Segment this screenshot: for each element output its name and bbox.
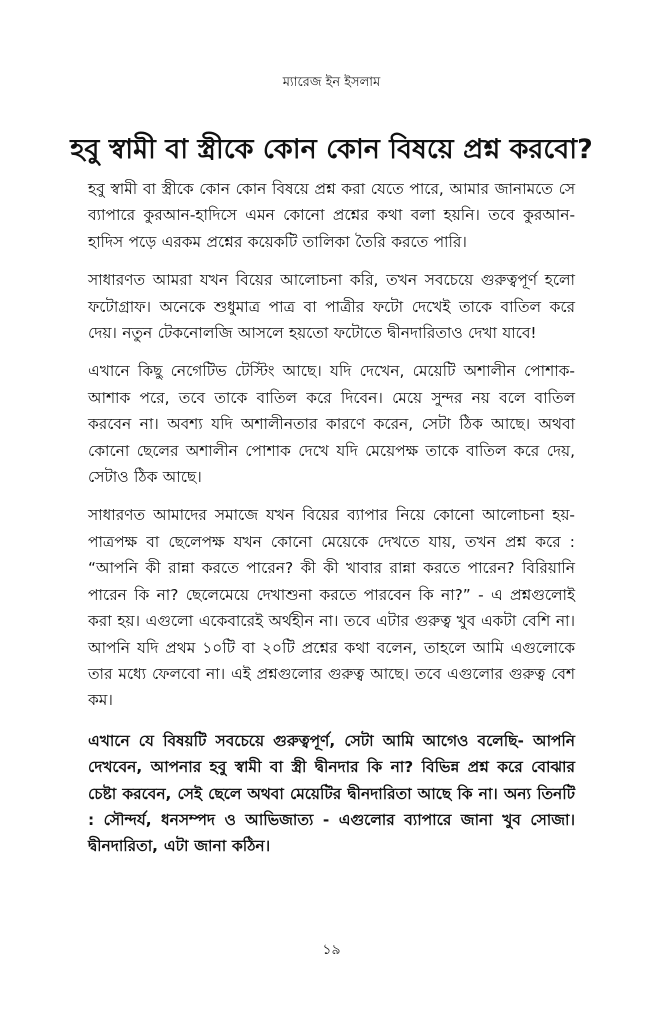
paragraph-3: এখানে কিছু নেগেটিভ টেস্টিং আছে। যদি দেখেন, মেয়েটি অশালীন পোশাক-আশাক পরে, তবে তাকে বাতিল করে দিবেন। মেয়ে সুন্দর নয় বলে বাতিল করবেন না। অবশ্য যদি অশালীনতার কারণে করেন, সেটা ঠিক আছে। অথবা কোনো ছেলের অশালীন পোশাক দেখে যদি মেয়েপক্ষ তাকে বাতিল করে দেয়, সেটাও ঠিক আছে। xyxy=(88,362,575,487)
running-header: ম্যারেজ ইন ইসলাম xyxy=(282,75,381,90)
paragraph-4: সাধারণত আমাদের সমাজে যখন বিয়ের ব্যাপার নিয়ে কোনো আলোচনা হয়- পাত্রপক্ষ বা ছেলেপক্ষ যখন কোনো মেয়েকে দেখতে যায়, তখন প্রশ্ন করে : “আপনি কী রান্না করতে পারেন? কী কী খাবার রান্না করতে পারেন? বিরিয়ানি পারেন কি না? ছেলেমেয়ে দেখাশুনা করতে পারবেন কি না?” - এ প্রশ্নগুলোই করা হয়। এগুলো একেবারেই অর্থহীন না। তবে এটার গুরুত্ব খুব একটা বেশি না। আপনি যদি প্রথম ১০টি বা ২০টি প্রশ্নের কথা বলেন, তাহলে আমি এগুলোকে তার মধ্যে ফেলবো না। এই প্রশ্নগুলোর গুরুত্ব আছে। তবে এগুলোর গুরুত্ব বেশ কম। xyxy=(88,506,575,710)
body-text xyxy=(88,176,575,872)
chapter-title: হবু স্বামী বা স্ত্রীকে কোন কোন বিষয়ে প্রশ্ন করবো? xyxy=(70,134,593,166)
paragraph-2: সাধারণত আমরা যখন বিয়ের আলোচনা করি, তখন সবচেয়ে গুরুত্বপূর্ণ হলো ফটোগ্রাফ। অনেকে শুধুমাত্র পাত্র বা পাত্রীর ফটো দেখেই তাকে বাতিল করে দেয়। নতুন টেকনোলজি আসলে হয়তো ফটোতে দ্বীনদারিতাও দেখা যাবে! xyxy=(88,271,575,343)
paragraph-5: এখানে যে বিষয়টি সবচেয়ে গুরুত্বপূর্ণ, সেটা আমি আগেও বলেছি- আপনি দেখবেন, আপনার হবু স্বামী বা স্ত্রী দ্বীনদার কি না? বিভিন্ন প্রশ্ন করে বোঝার চেষ্টা করবেন, সেই ছেলে অথবা মেয়েটির দ্বীনদারিতা আছে কি না। অন্য তিনটি : সৌন্দর্য, ধনসম্পদ ও আভিজাত্য - এগুলোর ব্যাপারে জানা খুব সোজা। দ্বীনদারিতা, এটা জানা কঠিন। xyxy=(88,731,575,856)
paragraph-1: হবু স্বামী বা স্ত্রীকে কোন কোন বিষয়ে প্রশ্ন করা যেতে পারে, আমার জানামতে সে ব্যাপারে কুরআন-হাদিসে এমন কোনো প্রশ্নের কথা বলা হয়নি। তবে কুরআন-হাদিস পড়ে এরকম প্রশ্নের কয়েকটি তালিকা তৈরি করতে পারি। xyxy=(88,180,575,251)
page-number: ১৯ xyxy=(322,942,341,958)
